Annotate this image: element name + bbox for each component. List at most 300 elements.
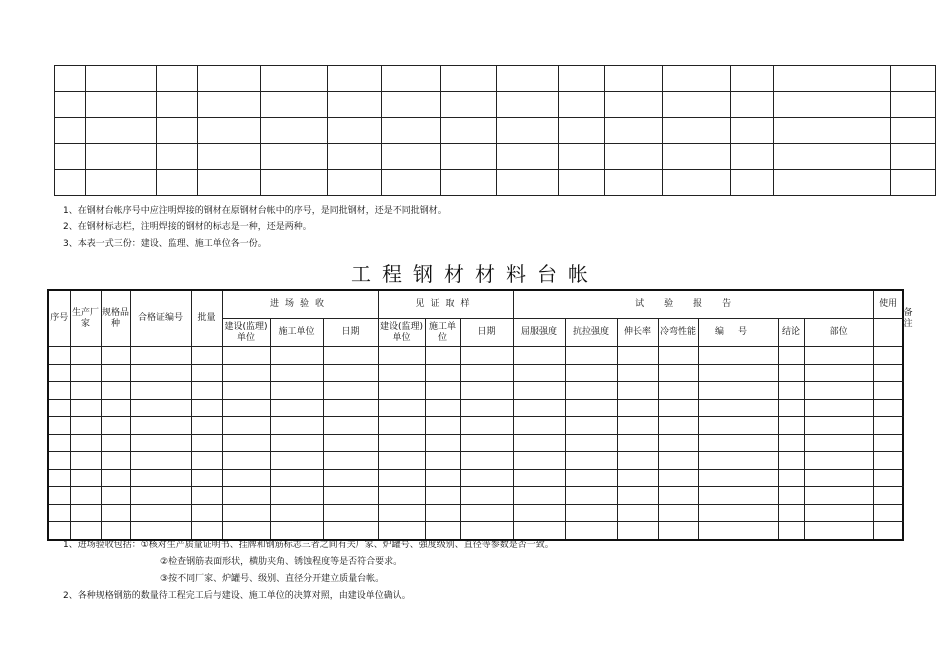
table-cell [513,469,565,487]
table-cell [617,399,658,417]
table-cell [698,487,778,505]
table-cell [261,66,328,92]
table-cell [441,170,497,196]
table-cell [222,382,270,400]
table-cell [617,487,658,505]
table-cell [441,118,497,144]
table-cell [48,469,70,487]
table-cell [198,92,261,118]
table-cell [130,504,191,522]
table-cell [873,399,903,417]
table-cell [559,66,605,92]
table-cell [778,382,804,400]
table-cell [658,417,698,435]
table-cell [441,144,497,170]
previous-ledger-row [55,144,936,170]
table-cell [605,66,663,92]
table-cell [873,434,903,452]
table-cell [698,382,778,400]
table-cell [774,92,891,118]
table-cell [617,347,658,365]
table-cell [323,487,378,505]
table-cell [513,364,565,382]
table-cell [48,504,70,522]
table-cell [804,417,873,435]
table-cell [130,364,191,382]
table-cell [565,399,617,417]
table-cell [663,92,731,118]
table-cell [425,347,460,365]
previous-ledger-row [55,92,936,118]
table-cell [778,469,804,487]
table-cell [101,417,130,435]
table-cell [658,347,698,365]
header-yield-strength: 屈服强度 [513,319,565,347]
table-cell [101,382,130,400]
table-cell [270,347,323,365]
header-usage-part: 部位 [804,319,873,347]
table-cell [191,399,222,417]
table-cell [86,66,157,92]
table-cell [731,92,774,118]
table-cell [513,347,565,365]
table-cell [323,399,378,417]
ledger-row [48,452,903,470]
table-cell [328,144,382,170]
table-cell [804,504,873,522]
table-cell [565,434,617,452]
table-cell [378,399,425,417]
table-cell [222,504,270,522]
table-cell [191,417,222,435]
table-cell [425,487,460,505]
table-cell [323,364,378,382]
table-cell [261,170,328,196]
table-cell [778,417,804,435]
table-cell [460,417,513,435]
header-spec: 规格品种 [101,290,130,347]
table-cell [48,452,70,470]
table-cell [55,170,86,196]
ledger-row [48,364,903,382]
top-note-1: 1、在钢材台帐序号中应注明焊接的钢材在原钢材台帐中的序号，是同批钢材，还是不同批钢材。 [63,206,447,216]
table-cell [191,382,222,400]
header-elongation: 伸长率 [617,319,658,347]
table-cell [270,487,323,505]
table-cell [663,170,731,196]
table-cell [778,347,804,365]
table-cell [425,504,460,522]
table-cell [48,522,70,540]
table-cell [658,504,698,522]
table-cell [261,144,328,170]
header-entry-date: 日期 [323,319,378,347]
table-cell [425,469,460,487]
table-cell [698,469,778,487]
table-cell [778,504,804,522]
table-cell [328,118,382,144]
table-cell [130,469,191,487]
ledger-row [48,434,903,452]
table-cell [323,434,378,452]
table-cell [425,522,460,540]
table-cell [270,382,323,400]
table-cell [101,504,130,522]
table-cell [70,399,101,417]
header-witness-contractor: 施工单位 [425,319,460,347]
bottom-note-4: 2、各种规格钢筋的数量待工程完工后与建设、施工单位的决算对照，由建设单位确认。 [63,591,411,601]
table-cell [191,347,222,365]
table-cell [378,347,425,365]
table-cell [778,487,804,505]
table-cell [658,522,698,540]
table-cell [425,434,460,452]
table-cell [565,382,617,400]
table-cell [559,170,605,196]
table-cell [460,469,513,487]
table-cell [157,66,198,92]
table-cell [157,144,198,170]
table-cell [804,487,873,505]
table-cell [891,66,936,92]
table-cell [191,487,222,505]
table-cell [130,399,191,417]
table-cell [731,170,774,196]
table-cell [513,417,565,435]
table-cell [270,504,323,522]
table-cell [873,364,903,382]
table-cell [425,382,460,400]
table-cell [663,66,731,92]
table-cell [565,364,617,382]
table-cell [565,452,617,470]
table-cell [658,452,698,470]
table-cell [663,144,731,170]
table-cell [513,382,565,400]
table-cell [48,364,70,382]
table-cell [460,487,513,505]
ledger-row [48,417,903,435]
table-cell [658,382,698,400]
bottom-note-2: ②检查钢筋表面形状，横肋夹角、锈蚀程度等是否符合要求。 [160,557,403,567]
table-cell [101,347,130,365]
table-cell [559,118,605,144]
table-cell [617,504,658,522]
table-cell [86,170,157,196]
table-cell [460,504,513,522]
table-cell [70,487,101,505]
table-cell [261,118,328,144]
table-cell [191,469,222,487]
table-cell [270,399,323,417]
table-cell [804,469,873,487]
table-cell [378,452,425,470]
table-cell [70,504,101,522]
table-cell [378,364,425,382]
table-cell [658,469,698,487]
table-cell [191,504,222,522]
ledger-row [48,399,903,417]
table-cell [222,522,270,540]
ledger-row [48,487,903,505]
table-cell [222,417,270,435]
table-cell [270,434,323,452]
table-cell [513,452,565,470]
table-cell [891,92,936,118]
header-seq: 序号 [48,290,70,347]
table-cell [70,347,101,365]
table-cell [804,434,873,452]
table-cell [270,364,323,382]
table-cell [101,364,130,382]
table-cell [101,452,130,470]
top-note-2: 2、在钢材标志栏，注明焊接的钢材的标志是一种，还是两种。 [63,222,312,232]
table-cell [663,118,731,144]
table-cell [731,144,774,170]
table-cell [513,434,565,452]
table-cell [617,364,658,382]
table-cell [86,92,157,118]
header-report-no: 编号 [698,319,778,347]
table-cell [698,434,778,452]
table-cell [130,382,191,400]
table-cell [425,399,460,417]
table-cell [617,452,658,470]
header-entry-client: 建设(监理)单位 [222,319,270,347]
table-cell [270,452,323,470]
table-cell [48,382,70,400]
table-cell [70,382,101,400]
table-cell [70,417,101,435]
table-cell [130,522,191,540]
table-cell [222,399,270,417]
table-cell [48,434,70,452]
table-cell [698,347,778,365]
table-cell [774,144,891,170]
table-cell [270,469,323,487]
bottom-note-1: 1、进场验收包括：①核对生产质量证明书、挂牌和钢筋标志三者之间有关厂家、炉罐号、强度级别、直径等参数是否一致。 [63,540,554,550]
ledger-row [48,469,903,487]
header-entry-contractor: 施工单位 [270,319,323,347]
table-cell [270,522,323,540]
table-cell [328,170,382,196]
table-cell [513,487,565,505]
table-cell [378,434,425,452]
table-cell [460,452,513,470]
table-cell [198,170,261,196]
page-title: 工程钢材材料台帐 [351,262,599,286]
table-cell [382,118,441,144]
table-cell [698,504,778,522]
table-cell [873,452,903,470]
table-cell [130,487,191,505]
table-cell [460,347,513,365]
table-cell [497,66,559,92]
table-cell [497,144,559,170]
table-cell [222,469,270,487]
table-cell [70,522,101,540]
table-cell [804,364,873,382]
table-cell [559,144,605,170]
previous-ledger-row [55,66,936,92]
header-cold-bend: 冷弯性能 [658,319,698,347]
bottom-note-3: ③按不同厂家、炉罐号、级别、直径分开建立质量台帐。 [160,574,385,584]
table-cell [191,522,222,540]
table-cell [658,487,698,505]
table-cell [873,417,903,435]
table-cell [48,347,70,365]
table-cell [460,399,513,417]
previous-ledger-row [55,118,936,144]
table-cell [323,417,378,435]
table-cell [605,92,663,118]
table-cell [441,92,497,118]
table-cell [778,522,804,540]
table-cell [617,417,658,435]
table-cell [48,487,70,505]
table-cell [323,452,378,470]
table-cell [70,364,101,382]
table-cell [70,434,101,452]
table-cell [513,522,565,540]
table-cell [778,399,804,417]
table-cell [565,504,617,522]
table-cell [617,382,658,400]
table-cell [658,434,698,452]
table-cell [222,364,270,382]
table-cell [774,66,891,92]
table-cell [731,118,774,144]
table-cell [48,417,70,435]
table-cell [778,364,804,382]
table-cell [328,92,382,118]
header-manufacturer: 生产厂家 [70,290,101,347]
table-cell [323,504,378,522]
ledger-row [48,382,903,400]
table-cell [86,144,157,170]
table-cell [55,144,86,170]
steel-ledger-table: 序号 生产厂家 规格品种 合格证编号 批量 进场验收 见证取样 试验报告 使用 备注 建设(监理)单位 施工单位 日期 建设(监理)单位 施工单位 日期 屈服强度 抗拉强度 伸长率 冷弯性能 编号 结论 部位 [47,289,904,541]
table-cell [157,170,198,196]
table-cell [157,92,198,118]
table-cell [378,504,425,522]
header-witness-client: 建设(监理)单位 [378,319,425,347]
table-cell [513,504,565,522]
table-cell [804,399,873,417]
table-cell [270,417,323,435]
header-entry-inspection: 进场验收 [222,290,378,319]
table-cell [323,382,378,400]
table-cell [617,469,658,487]
table-cell [513,399,565,417]
header-batch: 批量 [191,290,222,347]
table-cell [191,364,222,382]
header-usage: 使用 [873,290,903,319]
table-cell [191,452,222,470]
table-cell [804,382,873,400]
table-cell [222,347,270,365]
ledger-row [48,522,903,540]
table-cell [86,118,157,144]
table-cell [698,452,778,470]
header-witness-date: 日期 [460,319,513,347]
table-cell [191,434,222,452]
table-cell [441,66,497,92]
table-cell [425,364,460,382]
table-cell [497,118,559,144]
table-cell [617,522,658,540]
table-cell [565,487,617,505]
table-cell [873,347,903,365]
table-cell [382,170,441,196]
table-cell [698,364,778,382]
table-cell [873,469,903,487]
table-cell [222,452,270,470]
table-cell [460,364,513,382]
table-cell [873,382,903,400]
table-cell [130,347,191,365]
table-cell [891,118,936,144]
table-cell [425,452,460,470]
ledger-row [48,504,903,522]
table-cell [101,434,130,452]
table-cell [891,144,936,170]
table-cell [778,434,804,452]
table-cell [130,434,191,452]
table-cell [605,144,663,170]
table-cell [460,382,513,400]
table-cell [565,417,617,435]
top-note-3: 3、本表一式三份：建设、监理、施工单位各一份。 [63,239,267,249]
table-cell [378,382,425,400]
table-cell [460,522,513,540]
table-cell [778,452,804,470]
table-cell [565,347,617,365]
table-cell [559,92,605,118]
table-cell [130,417,191,435]
table-cell [378,469,425,487]
table-cell [55,66,86,92]
table-cell [605,170,663,196]
table-cell [497,170,559,196]
table-cell [382,144,441,170]
header-witness-sampling: 见证取样 [378,290,513,319]
table-cell [55,118,86,144]
table-cell [378,522,425,540]
table-cell [157,118,198,144]
table-cell [658,399,698,417]
table-cell [198,144,261,170]
previous-ledger-table [54,65,936,196]
table-cell [261,92,328,118]
table-cell [774,118,891,144]
table-cell [323,522,378,540]
table-cell [565,469,617,487]
table-cell [130,452,191,470]
table-cell [382,66,441,92]
table-cell [698,417,778,435]
table-cell [891,170,936,196]
table-cell [497,92,559,118]
table-cell [804,522,873,540]
table-cell [323,347,378,365]
table-cell [198,66,261,92]
table-cell [222,487,270,505]
table-cell [460,434,513,452]
previous-ledger-row [55,170,936,196]
table-cell [101,487,130,505]
table-cell [48,399,70,417]
